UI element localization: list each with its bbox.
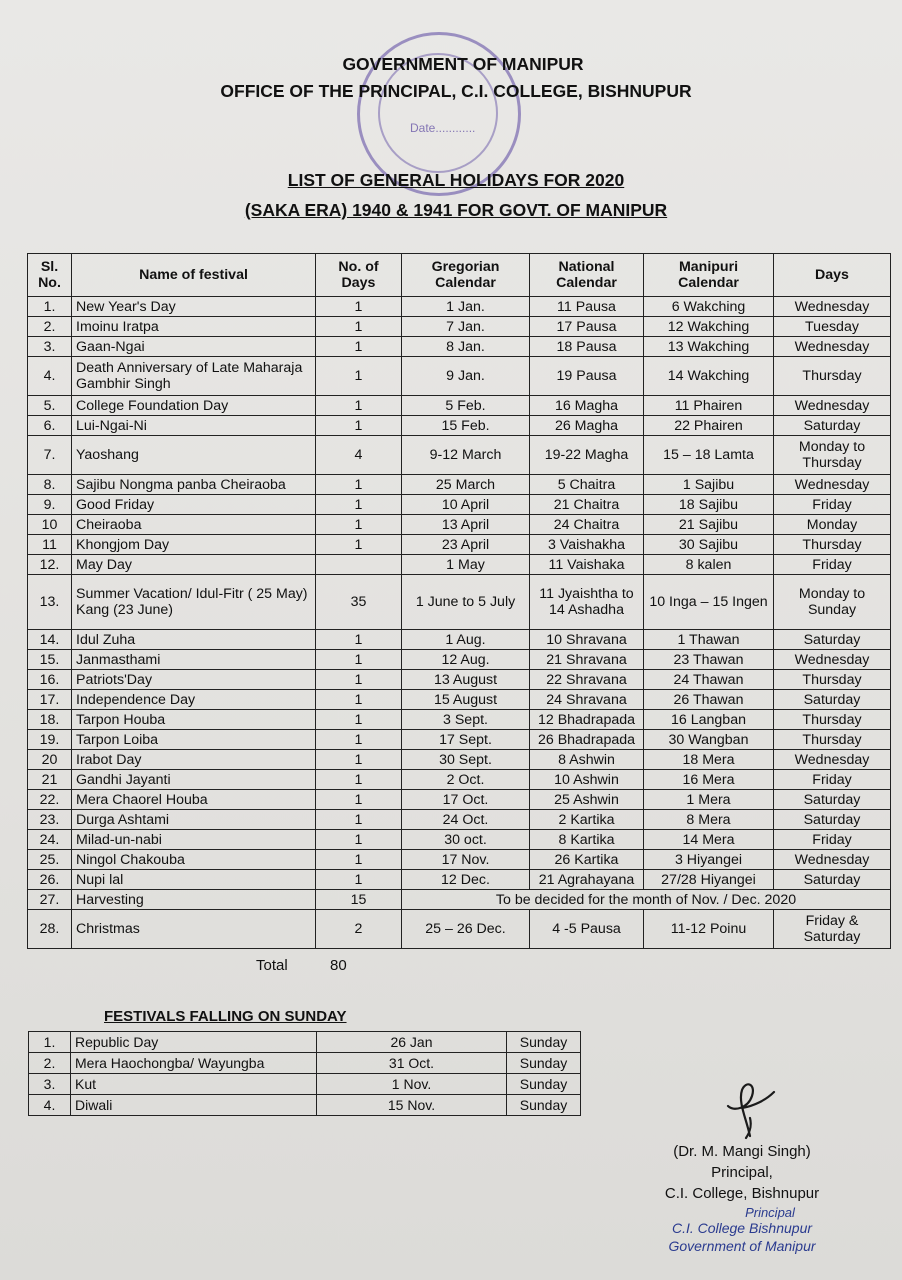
table-header-row <box>28 254 891 297</box>
table-row <box>28 810 891 830</box>
row-festival: Idul Zuha <box>72 630 316 650</box>
row-festival: Milad-un-nabi <box>72 830 316 850</box>
row-national: 24 Chaitra <box>530 515 644 535</box>
row-festival: Christmas <box>72 910 316 949</box>
col-header-name: Name of festival <box>72 254 316 297</box>
row-national: 18 Pausa <box>530 337 644 357</box>
sunday-weekday: Sunday <box>507 1095 581 1116</box>
row-national: 11 Jyaishtha to 14 Ashadha <box>530 575 644 630</box>
row-manipuri: 27/28 Hiyangei <box>644 870 774 890</box>
row-days-count: 4 <box>316 436 402 475</box>
row-manipuri: 13 Wakching <box>644 337 774 357</box>
sunday-sl: 1. <box>29 1032 71 1053</box>
row-festival: Nupi lal <box>72 870 316 890</box>
row-festival: Tarpon Houba <box>72 710 316 730</box>
table-row <box>28 535 891 555</box>
row-days-count: 1 <box>316 850 402 870</box>
row-gregorian: 9-12 March <box>402 436 530 475</box>
table-row <box>28 770 891 790</box>
row-gregorian: 1 June to 5 July <box>402 575 530 630</box>
row-manipuri: 15 – 18 Lamta <box>644 436 774 475</box>
row-festival: Durga Ashtami <box>72 810 316 830</box>
row-days-count: 1 <box>316 830 402 850</box>
table-row <box>28 670 891 690</box>
sunday-date: 31 Oct. <box>317 1053 507 1074</box>
row-days-count: 1 <box>316 690 402 710</box>
row-national: 24 Shravana <box>530 690 644 710</box>
row-manipuri: 11-12 Poinu <box>644 910 774 949</box>
principal-signature <box>720 1078 780 1142</box>
col-header-gregorian: Gregorian Calendar <box>402 254 530 297</box>
col-header-days-count: No. of Days <box>316 254 402 297</box>
table-row <box>28 690 891 710</box>
row-national: 3 Vaishakha <box>530 535 644 555</box>
row-weekday: Wednesday <box>774 337 891 357</box>
row-national: 21 Chaitra <box>530 495 644 515</box>
table-row <box>28 890 891 910</box>
row-weekday: Friday & Saturday <box>774 910 891 949</box>
row-gregorian: 13 August <box>402 670 530 690</box>
row-gregorian: 15 Feb. <box>402 416 530 436</box>
seal-date-label: Date............ <box>410 121 476 135</box>
row-festival: Yaoshang <box>72 436 316 475</box>
row-sl: 1. <box>28 297 72 317</box>
sunday-row <box>29 1053 581 1074</box>
sunday-row <box>29 1074 581 1095</box>
row-gregorian: 17 Sept. <box>402 730 530 750</box>
table-row <box>28 575 891 630</box>
row-manipuri: 24 Thawan <box>644 670 774 690</box>
row-days-count: 1 <box>316 396 402 416</box>
table-row <box>28 416 891 436</box>
table-row <box>28 710 891 730</box>
row-national: 21 Shravana <box>530 650 644 670</box>
table-row <box>28 297 891 317</box>
row-sl: 11 <box>28 535 72 555</box>
row-sl: 18. <box>28 710 72 730</box>
row-gregorian: 23 April <box>402 535 530 555</box>
row-national: 4 -5 Pausa <box>530 910 644 949</box>
row-festival: Death Anniversary of Late Maharaja Gambhir Singh <box>72 357 316 396</box>
stamp-government: Government of Manipur <box>668 1238 816 1254</box>
row-gregorian: 15 August <box>402 690 530 710</box>
row-days-count: 2 <box>316 910 402 949</box>
row-days-count: 15 <box>316 890 402 910</box>
row-days-count: 1 <box>316 750 402 770</box>
row-gregorian: 13 April <box>402 515 530 535</box>
row-days-count: 1 <box>316 650 402 670</box>
row-national: 17 Pausa <box>530 317 644 337</box>
row-sl: 27. <box>28 890 72 910</box>
row-days-count: 1 <box>316 515 402 535</box>
row-sl: 4. <box>28 357 72 396</box>
row-national: 8 Kartika <box>530 830 644 850</box>
row-gregorian: 9 Jan. <box>402 357 530 396</box>
row-manipuri: 22 Phairen <box>644 416 774 436</box>
row-days-count: 35 <box>316 575 402 630</box>
row-weekday: Thursday <box>774 710 891 730</box>
row-weekday: Wednesday <box>774 396 891 416</box>
sunday-festival: Diwali <box>71 1095 317 1116</box>
row-national: 21 Agrahayana <box>530 870 644 890</box>
row-manipuri: 1 Sajibu <box>644 475 774 495</box>
row-festival: Sajibu Nongma panba Cheiraoba <box>72 475 316 495</box>
row-gregorian: 25 – 26 Dec. <box>402 910 530 949</box>
row-manipuri: 18 Mera <box>644 750 774 770</box>
table-row <box>28 555 891 575</box>
row-weekday: Wednesday <box>774 650 891 670</box>
row-gregorian: 30 oct. <box>402 830 530 850</box>
row-sl: 13. <box>28 575 72 630</box>
col-header-national: National Calendar <box>530 254 644 297</box>
row-manipuri: 8 Mera <box>644 810 774 830</box>
row-weekday: Saturday <box>774 870 891 890</box>
sunday-row <box>29 1095 581 1116</box>
row-manipuri: 16 Mera <box>644 770 774 790</box>
row-manipuri: 16 Langban <box>644 710 774 730</box>
row-national: 12 Bhadrapada <box>530 710 644 730</box>
row-festival: Patriots'Day <box>72 670 316 690</box>
row-weekday: Saturday <box>774 416 891 436</box>
row-weekday: Friday <box>774 555 891 575</box>
row-weekday: Wednesday <box>774 475 891 495</box>
row-festival: Cheiraoba <box>72 515 316 535</box>
row-manipuri: 21 Sajibu <box>644 515 774 535</box>
sunday-weekday: Sunday <box>507 1032 581 1053</box>
row-festival: Janmasthami <box>72 650 316 670</box>
row-days-count: 1 <box>316 297 402 317</box>
signatory-name: (Dr. M. Mangi Singh) <box>673 1143 811 1160</box>
row-weekday: Thursday <box>774 535 891 555</box>
row-gregorian: 25 March <box>402 475 530 495</box>
row-days-count: 1 <box>316 710 402 730</box>
row-manipuri: 3 Hiyangei <box>644 850 774 870</box>
row-gregorian: 12 Dec. <box>402 870 530 890</box>
row-manipuri: 26 Thawan <box>644 690 774 710</box>
table-row <box>28 495 891 515</box>
row-sl: 8. <box>28 475 72 495</box>
row-festival: Ningol Chakouba <box>72 850 316 870</box>
row-sl: 14. <box>28 630 72 650</box>
row-days-count: 1 <box>316 630 402 650</box>
row-days-count: 1 <box>316 535 402 555</box>
office-heading: OFFICE OF THE PRINCIPAL, C.I. COLLEGE, BISHNUPUR <box>220 81 692 101</box>
row-gregorian: 1 May <box>402 555 530 575</box>
row-days-count: 1 <box>316 317 402 337</box>
row-national: 19 Pausa <box>530 357 644 396</box>
row-weekday: Tuesday <box>774 317 891 337</box>
row-weekday: Saturday <box>774 630 891 650</box>
row-days-count: 1 <box>316 495 402 515</box>
row-manipuri: 14 Mera <box>644 830 774 850</box>
table-row <box>28 750 891 770</box>
row-national: 10 Shravana <box>530 630 644 650</box>
row-festival: Khongjom Day <box>72 535 316 555</box>
row-weekday: Thursday <box>774 670 891 690</box>
sunday-row <box>29 1032 581 1053</box>
list-title: LIST OF GENERAL HOLIDAYS FOR 2020 <box>287 170 625 190</box>
row-weekday: Wednesday <box>774 850 891 870</box>
row-national: 26 Bhadrapada <box>530 730 644 750</box>
row-weekday: Monday <box>774 515 891 535</box>
row-sl: 20 <box>28 750 72 770</box>
row-gregorian: 1 Aug. <box>402 630 530 650</box>
row-festival: Lui-Ngai-Ni <box>72 416 316 436</box>
row-days-count: 1 <box>316 670 402 690</box>
row-sl: 7. <box>28 436 72 475</box>
row-gregorian: 8 Jan. <box>402 337 530 357</box>
table-row <box>28 357 891 396</box>
sunday-festival: Republic Day <box>71 1032 317 1053</box>
row-sl: 21 <box>28 770 72 790</box>
row-days-count: 1 <box>316 870 402 890</box>
row-weekday: Thursday <box>774 357 891 396</box>
row-festival: College Foundation Day <box>72 396 316 416</box>
row-gregorian: 10 April <box>402 495 530 515</box>
row-gregorian: 12 Aug. <box>402 650 530 670</box>
signatory-title: Principal, <box>711 1164 773 1181</box>
row-weekday: Monday to Sunday <box>774 575 891 630</box>
row-sl: 10 <box>28 515 72 535</box>
row-festival: Independence Day <box>72 690 316 710</box>
row-sl: 28. <box>28 910 72 949</box>
row-weekday: Thursday <box>774 730 891 750</box>
sunday-weekday: Sunday <box>507 1053 581 1074</box>
table-row <box>28 650 891 670</box>
row-gregorian: 5 Feb. <box>402 396 530 416</box>
row-manipuri: 14 Wakching <box>644 357 774 396</box>
row-sl: 9. <box>28 495 72 515</box>
row-manipuri: 11 Phairen <box>644 396 774 416</box>
table-row <box>28 436 891 475</box>
holiday-table <box>27 253 891 949</box>
row-gregorian: 2 Oct. <box>402 770 530 790</box>
row-sl: 26. <box>28 870 72 890</box>
row-national: 19-22 Magha <box>530 436 644 475</box>
stamp-principal: Principal <box>745 1205 795 1220</box>
row-national: 26 Kartika <box>530 850 644 870</box>
row-weekday: Saturday <box>774 690 891 710</box>
row-sl: 19. <box>28 730 72 750</box>
row-national: 11 Vaishaka <box>530 555 644 575</box>
row-sl: 12. <box>28 555 72 575</box>
row-sl: 24. <box>28 830 72 850</box>
row-days-count: 1 <box>316 730 402 750</box>
table-row <box>28 910 891 949</box>
table-row <box>28 396 891 416</box>
row-national: 8 Ashwin <box>530 750 644 770</box>
row-festival: Summer Vacation/ Idul-Fitr ( 25 May) Kang (23 June) <box>72 575 316 630</box>
row-national: 5 Chaitra <box>530 475 644 495</box>
row-sl: 3. <box>28 337 72 357</box>
total-label: Total <box>256 957 288 974</box>
row-manipuri: 10 Inga – 15 Ingen <box>644 575 774 630</box>
total-value: 80 <box>330 957 347 974</box>
table-row <box>28 475 891 495</box>
row-weekday: Saturday <box>774 810 891 830</box>
sunday-festivals-table <box>28 1031 581 1116</box>
col-header-sl: Sl. No. <box>28 254 72 297</box>
row-national: 10 Ashwin <box>530 770 644 790</box>
row-manipuri: 8 kalen <box>644 555 774 575</box>
table-row <box>28 830 891 850</box>
govt-heading: GOVERNMENT OF MANIPUR <box>342 54 584 74</box>
row-sl: 16. <box>28 670 72 690</box>
row-days-count: 1 <box>316 790 402 810</box>
row-national: 26 Magha <box>530 416 644 436</box>
sunday-festivals-title: FESTIVALS FALLING ON SUNDAY <box>104 1008 347 1025</box>
row-days-count: 1 <box>316 357 402 396</box>
row-sl: 23. <box>28 810 72 830</box>
row-national: 16 Magha <box>530 396 644 416</box>
row-national: 2 Kartika <box>530 810 644 830</box>
row-manipuri: 1 Thawan <box>644 630 774 650</box>
sunday-date: 1 Nov. <box>317 1074 507 1095</box>
row-national: 11 Pausa <box>530 297 644 317</box>
row-festival: Irabot Day <box>72 750 316 770</box>
row-gregorian: 7 Jan. <box>402 317 530 337</box>
row-festival: Imoinu Iratpa <box>72 317 316 337</box>
col-header-manipuri: Manipuri Calendar <box>644 254 774 297</box>
row-note: To be decided for the month of Nov. / Dec. 2020 <box>402 890 891 910</box>
row-festival: Tarpon Loiba <box>72 730 316 750</box>
row-manipuri: 12 Wakching <box>644 317 774 337</box>
row-gregorian: 3 Sept. <box>402 710 530 730</box>
table-row <box>28 317 891 337</box>
row-manipuri: 30 Sajibu <box>644 535 774 555</box>
table-row <box>28 730 891 750</box>
row-gregorian: 17 Oct. <box>402 790 530 810</box>
sunday-weekday: Sunday <box>507 1074 581 1095</box>
row-sl: 22. <box>28 790 72 810</box>
row-festival: Gaan-Ngai <box>72 337 316 357</box>
row-manipuri: 30 Wangban <box>644 730 774 750</box>
row-manipuri: 23 Thawan <box>644 650 774 670</box>
row-national: 25 Ashwin <box>530 790 644 810</box>
row-gregorian: 17 Nov. <box>402 850 530 870</box>
col-header-weekday: Days <box>774 254 891 297</box>
row-weekday: Saturday <box>774 790 891 810</box>
row-gregorian: 30 Sept. <box>402 750 530 770</box>
table-row <box>28 870 891 890</box>
row-gregorian: 1 Jan. <box>402 297 530 317</box>
row-weekday: Friday <box>774 830 891 850</box>
row-manipuri: 6 Wakching <box>644 297 774 317</box>
table-row <box>28 337 891 357</box>
row-festival: Good Friday <box>72 495 316 515</box>
row-festival: Mera Chaorel Houba <box>72 790 316 810</box>
table-row <box>28 515 891 535</box>
row-days-count: 1 <box>316 337 402 357</box>
row-sl: 25. <box>28 850 72 870</box>
row-weekday: Wednesday <box>774 750 891 770</box>
row-sl: 5. <box>28 396 72 416</box>
sunday-festival: Mera Haochongba/ Wayungba <box>71 1053 317 1074</box>
row-festival: May Day <box>72 555 316 575</box>
row-sl: 2. <box>28 317 72 337</box>
stamp-college: C.I. College Bishnupur <box>671 1220 813 1236</box>
table-row <box>28 630 891 650</box>
row-days-count <box>316 555 402 575</box>
sunday-sl: 4. <box>29 1095 71 1116</box>
table-row <box>28 850 891 870</box>
list-subtitle: (SAKA ERA) 1940 & 1941 FOR GOVT. OF MANIPUR <box>244 200 668 220</box>
sunday-date: 15 Nov. <box>317 1095 507 1116</box>
row-festival: New Year's Day <box>72 297 316 317</box>
row-sl: 17. <box>28 690 72 710</box>
row-national: 22 Shravana <box>530 670 644 690</box>
row-gregorian: 24 Oct. <box>402 810 530 830</box>
row-days-count: 1 <box>316 475 402 495</box>
row-days-count: 1 <box>316 810 402 830</box>
sunday-sl: 3. <box>29 1074 71 1095</box>
sunday-sl: 2. <box>29 1053 71 1074</box>
row-manipuri: 18 Sajibu <box>644 495 774 515</box>
row-manipuri: 1 Mera <box>644 790 774 810</box>
row-weekday: Wednesday <box>774 297 891 317</box>
table-row <box>28 790 891 810</box>
row-sl: 15. <box>28 650 72 670</box>
signatory-college: C.I. College, Bishnupur <box>664 1185 820 1202</box>
row-weekday: Friday <box>774 495 891 515</box>
row-days-count: 1 <box>316 416 402 436</box>
row-days-count: 1 <box>316 770 402 790</box>
row-festival: Gandhi Jayanti <box>72 770 316 790</box>
row-weekday: Monday to Thursday <box>774 436 891 475</box>
sunday-date: 26 Jan <box>317 1032 507 1053</box>
sunday-festival: Kut <box>71 1074 317 1095</box>
row-weekday: Friday <box>774 770 891 790</box>
row-sl: 6. <box>28 416 72 436</box>
row-festival: Harvesting <box>72 890 316 910</box>
